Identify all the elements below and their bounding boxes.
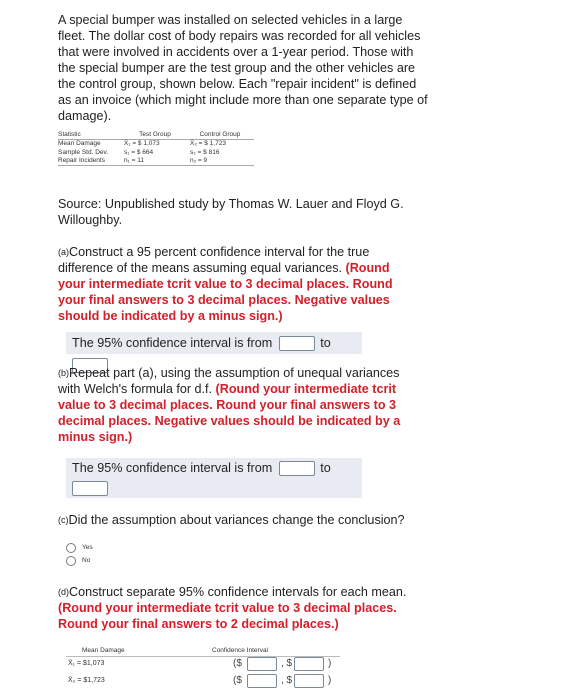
answer-b-to: to	[320, 461, 331, 475]
radio-no-label: No	[82, 557, 91, 564]
col-mean-damage: Mean Damage	[82, 647, 125, 654]
ci-row2-close: )	[328, 675, 332, 686]
ci-row1-comma: , $	[281, 658, 293, 669]
control-value: X̄₂ = $ 1,723	[190, 140, 226, 148]
ci-row1-upper-input[interactable]	[294, 657, 324, 671]
answer-a-to: to	[320, 336, 331, 350]
question-c-label: (c)	[58, 515, 69, 525]
header-test-group: Test Group	[124, 130, 190, 139]
test-value: n₁ = 11	[124, 157, 190, 166]
ci-row1-close: )	[328, 658, 332, 669]
question-b-instructions: (Round your intermediate tcrit value to 3 decimal places. Round your final answers to 3 decimal places. Negative values should be indicated by a minus sign.)	[58, 382, 401, 444]
answer-b-upper-input[interactable]	[72, 481, 108, 496]
ci-row2-upper-input[interactable]	[294, 674, 324, 688]
table-row	[58, 139, 254, 148]
question-d-label: (d)	[58, 587, 69, 597]
control-value: s₂ = $ 816	[190, 148, 220, 156]
ci-row2-comma: , $	[281, 675, 293, 686]
question-a-instructions: (Round your intermediate tcrit value to 3 decimal places. Round your final answers to 3 decimal places. Negative values should be indicated by a minus sign.)	[58, 261, 393, 323]
ci-row2-open: ($	[233, 675, 242, 686]
question-d-instructions: (Round your intermediate tcrit value to 3 decimal places. Round your final answers to 2 decimal places.)	[58, 601, 397, 631]
test-value: s₁ = $ 664	[124, 148, 154, 156]
question-b	[58, 365, 418, 445]
source-note: Source: Unpublished study by Thomas W. Lauer and Floyd G. Willoughby.	[58, 197, 404, 227]
header-statistic: Statistic	[58, 130, 124, 139]
answer-a-lower-input[interactable]	[279, 336, 315, 351]
question-d-text: Construct separate 95% confidence intervals for each mean.	[69, 585, 407, 599]
answer-a-label: The 95% confidence interval is from	[72, 336, 273, 350]
row-label: Sample Std. Dev.	[58, 148, 109, 156]
answer-a-box	[66, 332, 362, 354]
question-a-label: (a)	[58, 247, 69, 257]
header-control-group: Control Group	[190, 130, 254, 139]
question-b-label: (b)	[58, 368, 69, 378]
question-c-text: Did the assumption about variances change the conclusion?	[68, 513, 405, 527]
ci-row1-lower-input[interactable]	[247, 657, 277, 671]
row-label: Mean Damage	[58, 140, 101, 148]
control-value: n₂ = 9	[190, 157, 254, 166]
question-a-text: Construct a 95 percent confidence interval for the true difference of the means assuming equal variances.	[58, 245, 370, 275]
answer-b-box	[66, 458, 362, 498]
answer-b-lower-input[interactable]	[279, 461, 315, 476]
question-d	[58, 584, 418, 632]
ci-row1-open: ($	[233, 658, 242, 669]
mean-row-1: X̄₁ = $1,073	[68, 660, 105, 667]
mean-row-2: X̄₂ = $1,723	[68, 677, 105, 684]
table-row	[58, 157, 254, 166]
question-b-text: Repeat part (a), using the assumption of unequal variances with Welch's formula for d.f.	[58, 366, 400, 396]
table-row	[58, 148, 254, 157]
radio-no[interactable]	[66, 556, 76, 566]
col-confidence-interval: Confidence Interval	[212, 647, 269, 654]
question-c	[58, 512, 418, 528]
radio-yes[interactable]	[66, 543, 76, 553]
answer-b-label: The 95% confidence interval is from	[72, 461, 273, 475]
test-value: X̄₁ = $ 1,073	[124, 140, 160, 148]
statistics-table	[58, 130, 254, 166]
question-a	[58, 244, 418, 324]
ci-row2-lower-input[interactable]	[247, 674, 277, 688]
table-header-row	[58, 130, 254, 139]
radio-yes-label: Yes	[82, 544, 93, 551]
problem-intro: A special bumper was installed on selected vehicles in a large fleet. The dollar cost of body repairs was recorded for all vehicles that were involved in accidents over a 1-year period. Those with the special bumper are the test group and the other vehicles are the control group, shown below. Each "repair incident" is defined as an invoice (which might include more than one separate type of damage).	[58, 13, 428, 123]
row-label: Repair Incidents	[58, 157, 124, 166]
